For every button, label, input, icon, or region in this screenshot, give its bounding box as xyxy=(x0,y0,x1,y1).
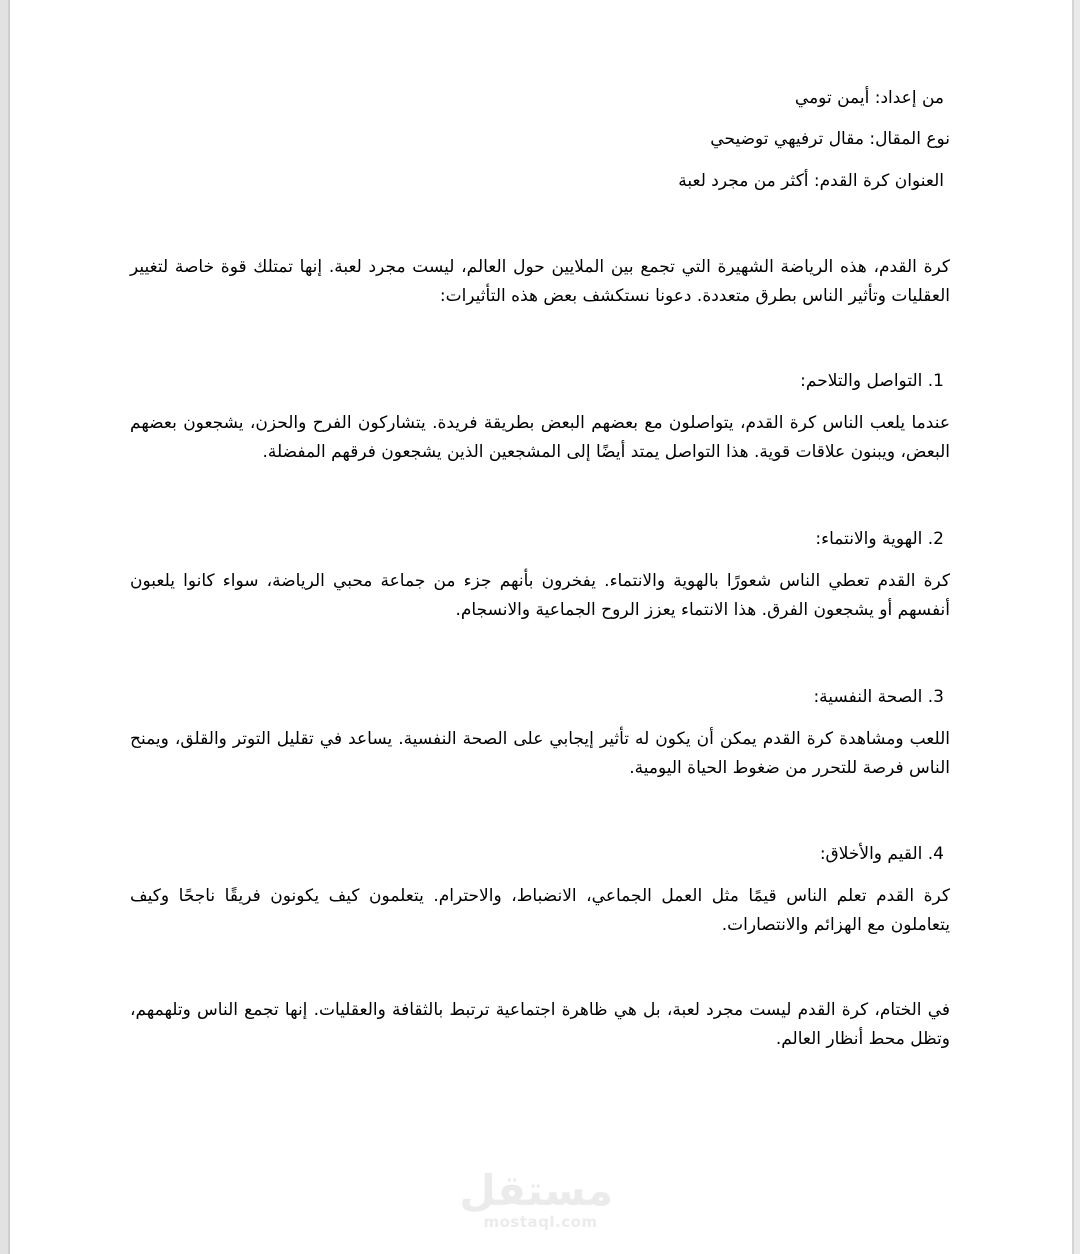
section-heading-1: 1. التواصل والتلاحم: xyxy=(800,371,944,391)
page-left-edge xyxy=(8,0,10,1254)
watermark-arabic-text: مستقل xyxy=(459,1166,613,1215)
section-body-1: عندما يلعب الناس كرة القدم، يتواصلون مع بعضهم البعض بطريقة فريدة. يتشاركون الفرح والحزن، يشجعون بعضهم البعض، ويبنون علاقات قوية. هذا التواصل يمتد أيضًا إلى المشجعين الذين يشجعون فرقهم المفضلة. xyxy=(130,413,950,462)
page-right-edge xyxy=(1072,0,1074,1254)
section-heading-2: 2. الهوية والانتماء: xyxy=(815,529,944,549)
section-body-4: كرة القدم تعلم الناس قيمًا مثل العمل الجماعي، الانضباط، والاحترام. يتعلمون كيف يكونون فريقًا ناجحًا وكيف يتعاملون مع الهزائم والانتصارات. xyxy=(130,886,950,935)
section-heading-4: 4. القيم والأخلاق: xyxy=(819,844,944,864)
section-heading-3: 3. الصحة النفسية: xyxy=(813,687,944,707)
conclusion-paragraph: في الختام، كرة القدم ليست مجرد لعبة، بل هي ظاهرة اجتماعية ترتبط بالثقافة والعقليات. إنها تجمع الناس وتلهمهم، وتظل محط أنظار العالم. xyxy=(130,1000,950,1049)
article-type-line: نوع المقال: مقال ترفيهي توضيحي xyxy=(710,129,950,149)
watermark-latin-text: mostaql.com xyxy=(483,1213,598,1231)
mostaql-watermark-logo xyxy=(459,1166,613,1232)
section-body-3: اللعب ومشاهدة كرة القدم يمكن أن يكون له تأثير إيجابي على الصحة النفسية. يساعد في تقليل التوتر والقلق، ويمنح الناس فرصة للتحرر من ضغوط الحياة اليومية. xyxy=(130,729,950,778)
intro-paragraph: كرة القدم، هذه الرياضة الشهيرة التي تجمع بين الملايين حول العالم، ليست مجرد لعبة. إنها تمتلك قوة خاصة لتغيير العقليات وتأثير الناس بطرق متعددة. دعونا نستكشف بعض هذه التأثيرات: xyxy=(130,257,950,306)
article-title-line: العنوان كرة القدم: أكثر من مجرد لعبة xyxy=(678,171,944,191)
author-line: من إعداد: أيمن تومي xyxy=(794,88,944,108)
section-body-2: كرة القدم تعطي الناس شعورًا بالهوية والانتماء. يفخرون بأنهم جزء من جماعة محبي الرياضة، سواء كانوا يلعبون أنفسهم أو يشجعون الفرق. هذا الانتماء يعزز الروح الجماعية والانسجام. xyxy=(130,571,950,620)
